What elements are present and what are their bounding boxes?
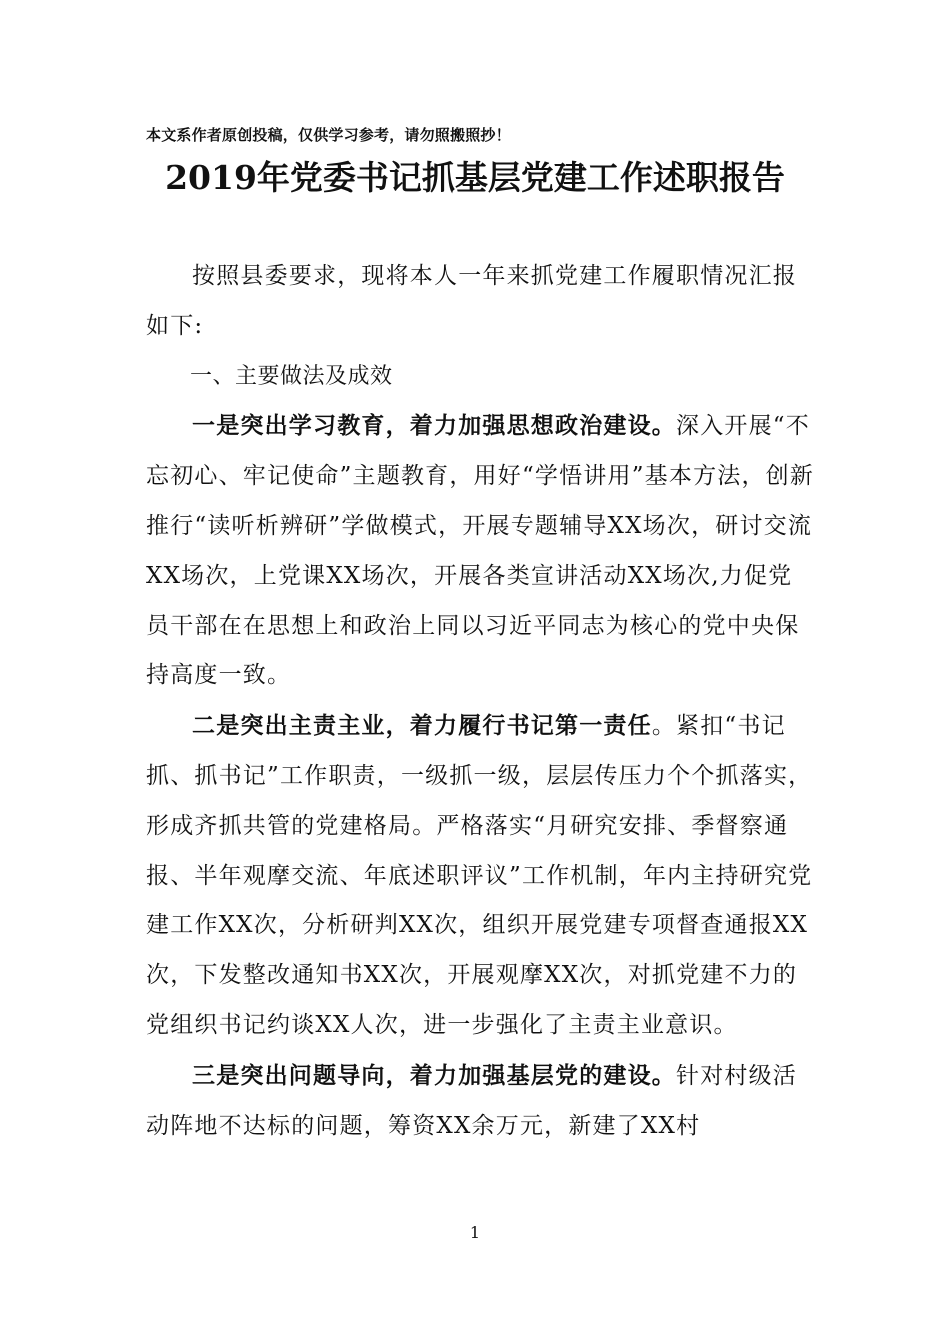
paragraph-lead: 三是突出问题导向，着力加强基层党的建设。 bbox=[192, 1061, 676, 1089]
paragraph-lead: 一是突出学习教育，着力加强思想政治建设。 bbox=[192, 412, 676, 440]
page-number: 1 bbox=[469, 1223, 481, 1242]
document-body bbox=[146, 252, 816, 1151]
paragraph-text: 针对村级活动阵地不达标的问题，筹资XX余万元，新建了XX村 bbox=[146, 1062, 797, 1139]
page-title: 2019年党委书记抓基层党建工作述职报告 bbox=[165, 158, 785, 197]
copyright-notice: 本文系作者原创投稿，仅供学习参考，请勿照搬照抄！ bbox=[146, 126, 511, 144]
body-paragraph bbox=[146, 401, 816, 701]
section-heading: 一、主要做法及成效 bbox=[190, 363, 393, 389]
paragraph-text: 。紧扣“书记抓、抓书记”工作职责，一级抓一级，层层传压力个个抓落实，形成齐抓共管的党建格局。严格落实“月研究安排、季督察通报、半年观摩交流、年底述职评议”工作机制，年内主持研究党建工作XX次，分析研判XX次，组织开展党建专项督查通报XX次，下发整改通知书XX次，开展观摩XX次，对抓党建不力的党组织书记约谈XX人次，进一步强化了主责主业意识。 bbox=[146, 713, 813, 1038]
paragraph-lead: 二是突出主责主业，着力履行书记第一责任 bbox=[192, 712, 652, 740]
body-paragraph bbox=[146, 701, 816, 1051]
paragraph-text: 深入开展“不忘初心、牢记使命”主题教育，用好“学悟讲用”基本方法，创新推行“读听析辨研”学做模式，开展专题辅导XX场次，研讨交流XX场次，上党课XX场次，开展各类宣讲活动XX场次,力促党员干部在在思想上和政治上同以习近平同志为核心的党中央保持高度一致。 bbox=[146, 413, 815, 689]
intro-paragraph: 按照县委要求，现将本人一年来抓党建工作履职情况汇报如下: bbox=[146, 263, 797, 339]
body-paragraph bbox=[146, 1051, 816, 1152]
